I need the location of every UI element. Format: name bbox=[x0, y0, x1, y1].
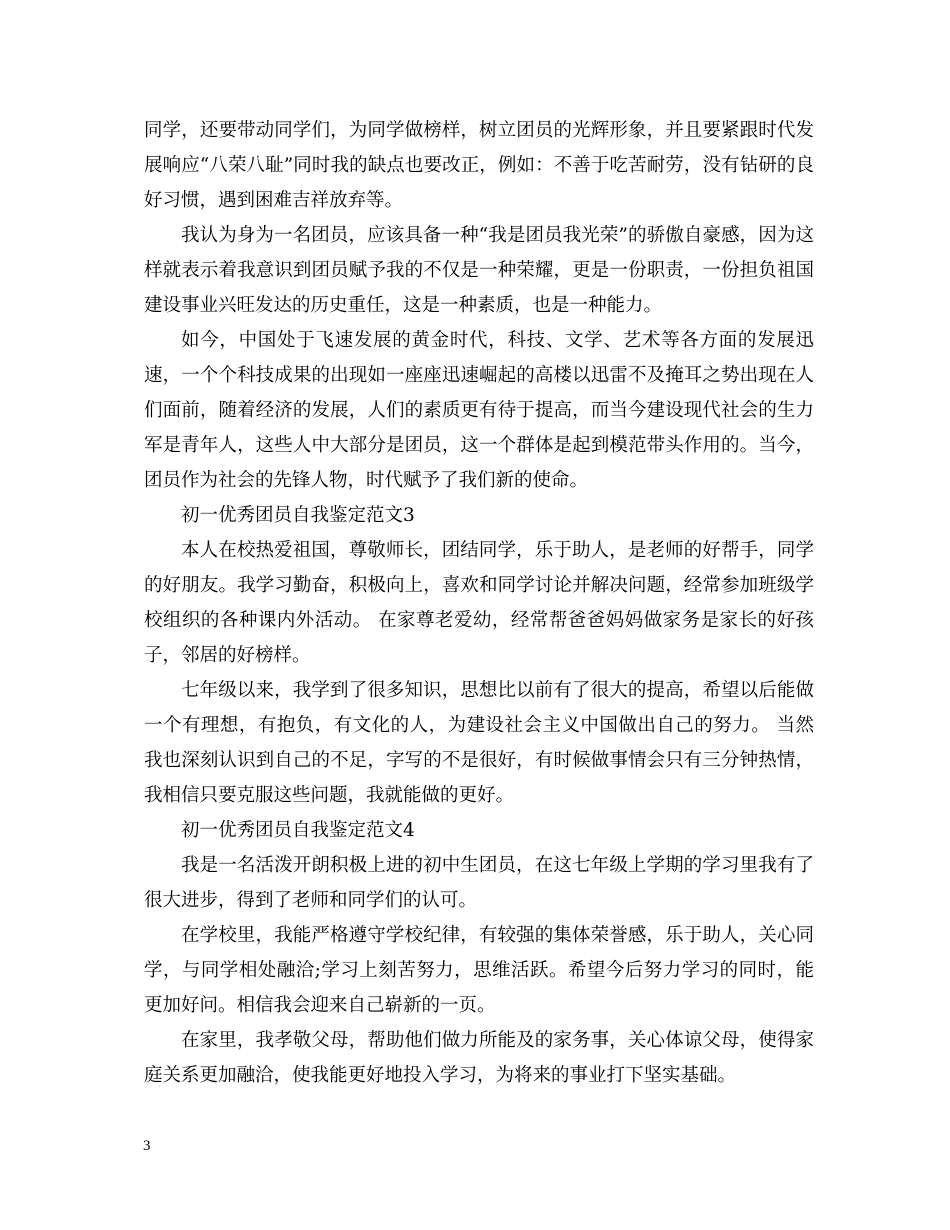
page-number: 3 bbox=[143, 1138, 151, 1154]
paragraph-8: 在家里，我孝敬父母，帮助他们做力所能及的家务事，关心体谅父母，使得家庭关系更加融洽，使我能更好地投入学习，为将来的事业打下坚实基础。 bbox=[144, 1030, 814, 1086]
paragraph-7: 在学校里，我能严格遵守学校纪律，有较强的集体荣誉感，乐于助人，关心同学，与同学相处融洽;学习上刻苦努力，思维活跃。希望今后努力学习的同时，能更加好问。相信我会迎来自己崭新的一页。 bbox=[144, 925, 814, 1016]
paragraph-6: 我是一名活泼开朗积极上进的初中生团员，在这七年级上学期的学习里我有了很大进步，得到了老师和同学们的认可。 bbox=[144, 855, 814, 911]
paragraph-1: 同学，还要带动同学们，为同学做榜样，树立团员的光辉形象，并且要紧跟时代发展响应“八荣八耻”同时我的缺点也要改正，例如：不善于吃苦耐劳，没有钻研的良好习惯，遇到困难吉祥放弃等。 bbox=[144, 120, 814, 211]
paragraph-2: 我认为身为一名团员，应该具备一种“我是团员我光荣”的骄傲自豪感，因为这样就表示着我意识到团员赋予我的不仅是一种荣耀，更是一份职责，一份担负祖国建设事业兴旺发达的历史重任，这是一种素质，也是一种能力。 bbox=[144, 225, 814, 316]
section-heading-4: 初一优秀团员自我鉴定范文4 bbox=[181, 820, 415, 841]
paragraph-5: 七年级以来，我学到了很多知识，思想比以前有了很大的提高，希望以后能做一个有理想，有抱负，有文化的人，为建设社会主义中国做出自己的努力。 当然我也深刻认识到自己的不足，字写的不是很好，有时候做事情会只有三分钟热情，我相信只要克服这些问题，我就能做的更好。 bbox=[144, 680, 814, 806]
paragraph-4: 本人在校热爱祖国，尊敬师长，团结同学，乐于助人，是老师的好帮手，同学的好朋友。我学习勤奋，积极向上，喜欢和同学讨论并解决问题，经常参加班级学校组织的各种课内外活动。 在家尊老爱幼，经常帮爸爸妈妈做家务是家长的好孩子，邻居的好榜样。 bbox=[144, 540, 814, 666]
section-heading-3: 初一优秀团员自我鉴定范文3 bbox=[181, 505, 415, 526]
paragraph-3: 如今，中国处于飞速发展的黄金时代，科技、文学、艺术等各方面的发展迅速，一个个科技成果的出现如一座座迅速崛起的高楼以迅雷不及掩耳之势出现在人们面前，随着经济的发展，人们的素质更有待于提高，而当今建设现代社会的生力军是青年人，这些人中大部分是团员，这一个群体是起到模范带头作用的。当今，团员作为社会的先锋人物，时代赋予了我们新的使命。 bbox=[144, 330, 814, 491]
document-body bbox=[144, 113, 814, 1093]
